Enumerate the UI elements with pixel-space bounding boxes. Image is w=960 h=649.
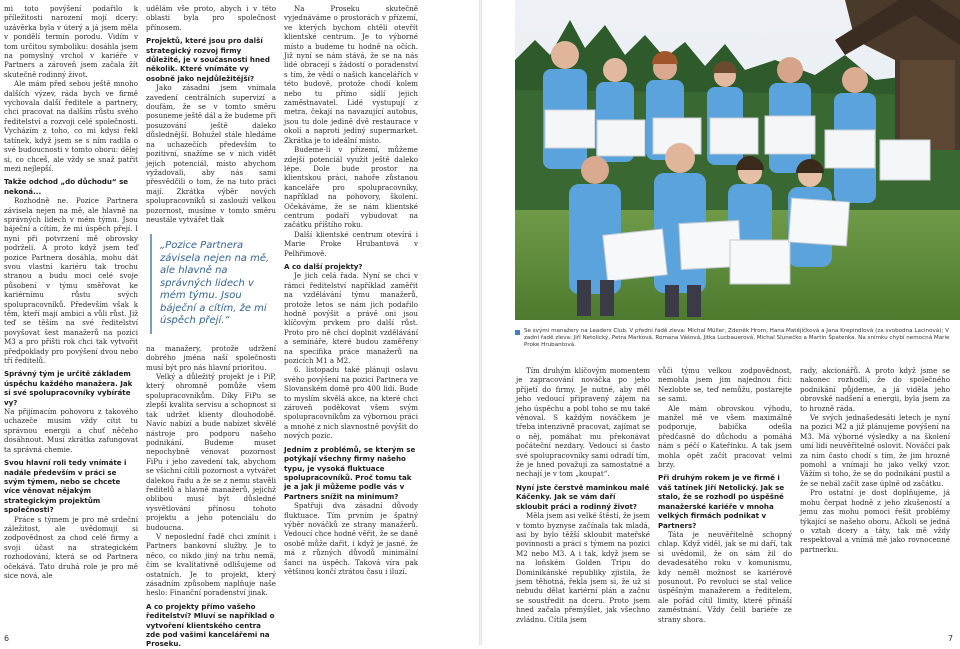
body-paragraph: na manažery, protože udržení dobrého jména naší společnosti musí být pro nás hlavní prioritou.	[146, 343, 276, 372]
team-photo	[515, 0, 960, 320]
right-column-1	[516, 366, 650, 628]
right-column-2	[658, 366, 792, 628]
interview-question: Nyní jste čerstvě maminkou malé Káčenky. Jak se vám daří skloubit práci a rodinný život?	[516, 482, 650, 511]
interview-question: Při druhým rokem je ve firmě i váš tatínek Jiří Netolický. Jak se stalo, že se rozhodl po úspěšné manažerské kariéře v mnoha velkých firmách podnikat v Partners?	[658, 473, 785, 530]
pull-quote-text: „Pozice Partnera závisela nejen na mě, ale hlavně na správných lidech v mém týmu. Jsou báječní a cítím, že mi úspěch přejí.“	[160, 240, 270, 327]
interview-question: Jedním z problémů, se kterým se potýkají všechny firmy našeho typu, je vysoká fluktuace spolupracovníků. Proč tomu tak je a jak ji můžeme podle vás v Partners snížit na minimum?	[284, 444, 416, 501]
pull-quote	[150, 234, 272, 334]
team-photo-illustration	[515, 0, 960, 320]
body-paragraph: udělám vše proto, abych i v této oblasti byla pro společnost přínosem.	[146, 4, 276, 32]
page-gutter	[479, 0, 482, 645]
body-paragraph: Ve svých jednašedesáti letech je nyní na pozici M2 a již plánujeme povýšení na M3. Má výborné výsledky a na školení umí lidi neuvěřitelně oslovit. Nováčci pak za ním často chodí s tím, že jim hrozně pomohl a vnímají ho jako velký vzor. Vážím si toho, že se do podnikání pustil a že se nebál začít zase úplně od začátku.	[800, 413, 950, 488]
left-column-3	[284, 4, 418, 622]
body-paragraph: V neposlední řadě chci zmínit i Partners bankovní služby. Je to něco, co nikdo jiný na trhu nemá, čím se kvalitativně odlišujeme od ostatních. Je to projekt, který zásadním způsobem naplňuje naše heslo: Finanční poradenství jinak.	[146, 531, 276, 598]
interview-question: Projektů, které jsou pro další strategický rozvoj firmy důležité, je v současnosti hned několik. Které vnímáte vy osobně jako nejdůležitější?	[146, 36, 270, 83]
interview-question: A co další projekty?	[284, 261, 363, 271]
page-number-right: 7	[948, 634, 954, 643]
body-paragraph: Práce s týmem je pro mě srdeční záležitost, ale uvědomuji si zodpovědnost za chod celé firmy a svoji účast na strategickém rozhodování, která se od Partnera očekává. Tato druhá role je pro mě sice nová, ale	[4, 514, 138, 580]
photo-caption	[515, 328, 955, 350]
left-column-2-top	[146, 4, 276, 224]
left-column-2	[146, 4, 276, 649]
body-paragraph: Je jich celá řada. Nyní se chci v rámci ředitelství například zaměřit na vzdělávání týmu manažerů, protože letos se nám jich podařilo hodně povýšit a právě oni jsou klíčovým prvkem pro další růst. Proto pro ně chci doplnit vzdělávání a semináře, které budou zaměřeny na specifika práce manažerů na pozicích M1 a M2.	[284, 271, 418, 366]
right-column-3	[800, 366, 950, 628]
interview-question: Svou hlavní roli tedy vnímáte i nadále především v práci se svým týmem, nebo se chcete více věnovat nějakým strategickým projektům společnosti?	[4, 458, 127, 515]
left-column-2-bottom	[146, 344, 276, 649]
body-paragraph: Pro ostatní je dost doplňujeme, já mohu čerpat hodně z jeho zkušeností a jemu zas mohu pomoci řešit problémy týkající se našeho oboru. Ačkoli se jedná o vztah dcery a táty, tak mě vždy respektoval a vnímá mě jako rovnocenné partnerku.	[800, 488, 950, 554]
body-paragraph: mi toto povýšení podařilo k příležitosti narození mojí dcery: uzávěrka byla v úterý a já jsem měla v pondělí termín porodu. Vidím v tom určitou symboliku: dosáhla jsem na pomyslný vrchol v kariéře v Partners a zároveň jsem začala žít skutečně rodinný život.	[4, 4, 138, 79]
interview-question: Správný tým je určitě základem úspěchu každého manažera. Jak si své spolupracovníky vybíráte vy?	[4, 369, 133, 407]
body-paragraph: Na Proseku skutečně vyjednáváme o prostorách v přízemí, ve kterých bychom chtěli otevřít klientské centrum. Je to výborné místo a budeme tu hodně na očích. Již nyní se nám stává, že se na nás lidé obracejí s žádostí o poradenství s tím, že vědí o našich kancelářích v této budově, protože chodí kolem nebo tu přímo sídlí jejich zaměstnavatel. Lidé vystupují z metra, čekají na navazující autobus, jsou tu dole jedině dvě restaurace v okolí a naproti jediný supermarket. Zkrátka je to ideální místo.	[284, 4, 418, 145]
body-paragraph: Ale mám před sebou ještě mnoho dalších výzev, ráda bych ve firmě vychovala další ředitele a partnery, chci pracovat na dalším růstu svého ředitelství a rozvoji celé společnosti. Vycházím z toho, co mi kdysi řekl tatínek, když jsem se s ním radila o své budoucnosti v tomto oboru: dělej si, co chceš, ale vždy se snaž patřit mezi nejlepší.	[4, 79, 138, 173]
body-paragraph: Velký a důležitý projekt je i PiP, který ohromně pomůže všem spolupracovníkům. Díky FiPu se zlepší kvalita servisu a schopnost si tak udržet klienty dlouhodobě. Navíc nabízí a bude nabízet skvělé nástroje pro podporu našeho podnikání. Budeme muset nepochybně vénovat pozornost FiPu i jeho zavedení tak, abychom se všichni cítili pozornost a vytvářet dalekou řadu a že se z nemu stavěli ředitelů a hlavně manažerů, jejichž oblibou musí být důsledné vysvětlování přínosu tohoto projektu a jeho potenciálu do budoucna.	[146, 372, 276, 532]
body-paragraph: Tím druhým klíčovým momentem je zapracování nováčka po jeho příjetí do firmy. Je nutné, aby měl jeho vedoucí připravený zájem na jeho úspěchu a pobl toho se mu také věnoval. S každým nováčkem je třeba intenzivně pracovat, zajímat se o něj, pomáhat mu překonávat počáteční nezdary. Vedoucí si často své spolupracovníky sami odradí tím, že je hned považují za samostatné a nechají je v tom „koupat“.	[516, 366, 650, 479]
body-paragraph: Na přijímacím pohovoru z takového uchazeče musím vždy cítit tu správnou energii a chuť něčeho dosáhnout. Musí zkrátka zafungovat ta správná chemie.	[4, 407, 138, 454]
body-paragraph: Spatřuji dva zásadní důvody fluktuace. Tím prvním je špatný výběr nováčků ze strany manažerů. Vedoucí chce hodně věřit, že se daně osobě může dařit, i když je jasné, že má z různých důvodů minimální šanci na úspěch. Taková víra pak většinou končí ztrátou času i iluzí.	[284, 501, 418, 576]
body-paragraph: Měla jsem asi velké štěstí, že jsem v tomto byznyse začínala tak mladá, asi by bylo těžší skloubit mateřské povinnosti a práci s týmem na pozici M2 nebo M3. A i tak, když jsem se na loňském Golden Tripu do Dominikánské republiky zjistila, že jsem těhotná, řekla jsem si, že už si nebudu dělat kariérní plán a začnu se soustředit na dceru. Proto jsem hned začala přemýšlet, jak všechno zvládnu. Cítila jsem	[516, 511, 650, 624]
interview-question: Takže odchod „do důchodu“ se nekoná...	[4, 177, 129, 196]
body-paragraph: Další klientské centrum otevírá i Marie Proke Hrubantová v Pelhřimově.	[284, 229, 418, 258]
body-paragraph: Jako zásadní jsem vnímala zavedení centrálních supervizí a doufám, že se v tomto směru posuneme ještě dál a že budeme při posuzování ještě daleko důslednější. Bohužel stále hledáme na uchazečích především to pozitivní, snažíme se v nich vidět jejich potenciál, místo abychom vyžadovali, aby nás sami přesvědčili o tom, že na tuto práci mají. Zkrátka výběr nových spolupracovníků si zaslouží velkou pozornost, musíme v tomto směru neustále vytvářet tlak	[146, 83, 276, 224]
caption-marker	[515, 330, 520, 335]
body-paragraph: Rozhodně ne. Pozice Partnera závisela nejen na mě, ale hlavně na správných lidech v mém týmu. Jsou báječní a cítím, že mi úspěch přejí. I nyní při potvrzení mě obrovsky podrželi. A proto když jsem teď pozice Partnera dosáhla, mohu dát svou vlastní kariéru tak trochu stranou a budu moci celé svoje působení v týmu směřovat ke kariérnímu růstu svých spolupracovníků. Především však k těm, kteří mají ambici a vůli růst. Již teď se těším na své ředitelství povyšovat šest manažerů na pozici M3 a pro přišti rok chci tak vytvořit předpoklady pro povýšení dvou nebo tří ředitelů.	[4, 196, 138, 366]
body-paragraph: Ale mám obrovskou výhodu, manžel mě ve všem maximálně podporuje, babička odešla předčasně do důchodu a pomáhá nám s péčí o Kateřinku. A tak jsem mohla opět začít pracovat velmi brzy.	[658, 403, 792, 470]
body-paragraph: Budeme-li v přízemí, můžeme zdejší potenciál využít ještě daleko lépe. Dole bude prostor na klientskou práci, nahoře zůstanou kanceláře pro spolupracovníky, například na pohovory, školení. Očekáváme, že se nám klientské centrum podaří vybudovat na začátku příštího roku.	[284, 145, 418, 230]
body-paragraph: 6. listopadu také plánuji oslavu svého povýšení na pozici Partnera ve Slovanském domě pro 400 lidí. Bude to myslím skvělá akce, na které chci zároveň poděkovat všem svým spolupracovníkům za výbornou práci a mnohé z nich slavnostně povýšit do nových pozic.	[284, 365, 418, 441]
body-paragraph: rady, akcionářů. A proto když jsme se nakonec rozhodli, že do společného podnikání půjdeme, a já viděla jeho obrovské nadšení a energii, byla jsem za to hrozně ráda.	[800, 366, 950, 413]
body-paragraph: Táta je neuvěřitelně schopný chlap. Když viděl, jak se mi daří, tak si uvědomil, že on sám žil do devadesátého roku v komunismu, kdy neměl možnost se kariérově posunout. Po revoluci se stal velice úspěšným manažerem a ředitelem, ale pořád cítil limity, které přináší zaměstnání. Vždy čelil bariéře ze strany shora.	[658, 529, 792, 624]
left-column-1	[4, 4, 138, 622]
page-number-left: 6	[4, 634, 10, 643]
interview-question: A co projekty přímo vašeho ředitelství? Mluví se například o vytvoření klientského centra zde pod vašimi kancelářemi na Proseku.	[146, 601, 275, 649]
body-paragraph: vůči týmu velkou zodpovědnost, nemohla jsem jim najednou říci: Nezlobte se, teď nemůžu, postarejte se sami.	[658, 366, 792, 404]
photo-caption-text: Se svými manažery na Leaders Club. V přední řadě zleva: Michal Müller, Zdeněk Hrom, Hana Matějíčková a Jana Krepindlová (za svobodna Lacinová); V zadní řadě zleva: Jiří Netolický, Petra Marková, Romana Vášová, Jitka Lucbauerová, Michal Slunečko a Martin Špatenka. Na snímku chybí nemocná Marie Proke Hrubantová.	[524, 328, 950, 349]
